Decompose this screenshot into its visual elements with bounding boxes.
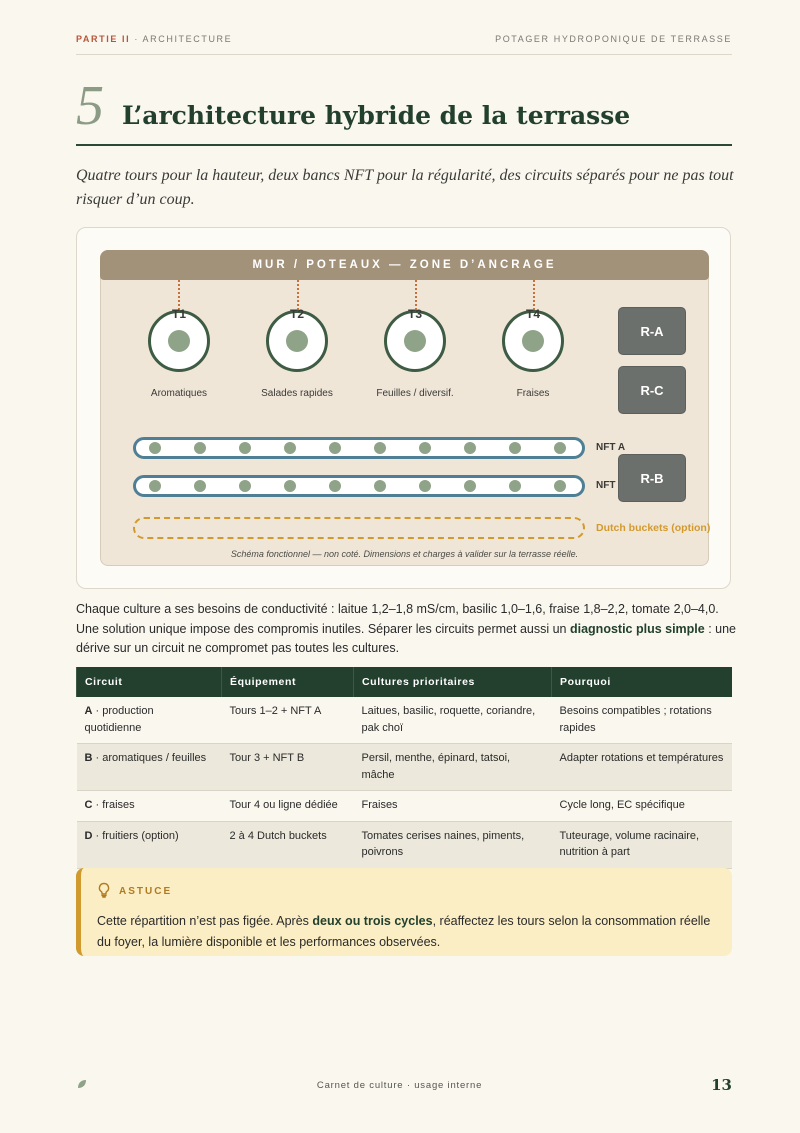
reservoir-r-a: R-A — [618, 307, 686, 355]
tower-core — [404, 330, 426, 352]
plant-site-dot — [284, 442, 296, 454]
lightbulb-icon — [97, 882, 111, 901]
tether-t1 — [178, 280, 180, 310]
tip-label: ASTUCE — [119, 886, 173, 897]
cell-crops: Laitues, basilic, roquette, coriandre, pak choï — [354, 697, 552, 744]
chapter-number: 5 — [76, 75, 104, 137]
page-footer — [76, 1076, 732, 1094]
cell-crops: Tomates cerises naines, piments, poivrons — [354, 821, 552, 868]
plant-site-dot — [374, 442, 386, 454]
tower-caption-t2: Salades rapides — [261, 388, 333, 399]
tether-t4 — [533, 280, 535, 310]
tower-label: T4 — [525, 307, 540, 321]
body-paragraph: Chaque culture a ses besoins de conductivité : laitue 1,2–1,8 mS/cm, basilic 1,0–1,6, fraise 1,8–2,2, tomate 2,0–4,0. Une solution unique impose des compromis inutiles. Séparer les circuits permet aussi un diagnostic plus simple : une dérive sur un circuit ne compromet pas toutes les cultures. — [76, 602, 737, 655]
diagram-caption: Schéma fonctionnel — non coté. Dimensions et charges à valider sur la terrasse réelle. — [230, 549, 579, 559]
tower-core — [286, 330, 308, 352]
plant-site-dot — [239, 442, 251, 454]
plant-site-dot — [329, 480, 341, 492]
col-circuit: Circuit — [77, 667, 222, 697]
circuits-table — [76, 667, 732, 869]
table-row — [77, 697, 733, 744]
cell-why: Cycle long, EC spécifique — [552, 791, 733, 822]
table-header-row — [77, 667, 733, 697]
cell-circuit: D · fruitiers (option) — [77, 821, 222, 868]
tower-core — [168, 330, 190, 352]
plant-site-dot — [464, 480, 476, 492]
tip-text: Cette répartition n’est pas figée. Après deux ou trois cycles, réaffectez les tours selon la consommation réelle du foyer, la lumière disponible et les performances observées. — [97, 914, 711, 949]
running-header — [76, 34, 732, 55]
dutch-buckets-zone — [133, 517, 585, 539]
plant-site-dot — [239, 480, 251, 492]
col-equipment: Équipement — [222, 667, 354, 697]
cell-circuit: C · fraises — [77, 791, 222, 822]
plant-site-dot — [194, 442, 206, 454]
tower-label: T1 — [171, 307, 186, 321]
architecture-diagram — [76, 227, 731, 589]
nft-b-label: NFT — [596, 480, 616, 491]
tower-label: T3 — [407, 307, 422, 321]
cell-circuit: B · aromatiques / feuilles — [77, 744, 222, 791]
chapter-title: L’architecture hybride de la terrasse — [122, 101, 631, 130]
tower-t3 — [384, 307, 446, 372]
cell-circuit: A · production quotidienne — [77, 697, 222, 744]
chapter-lead: Quatre tours pour la hauteur, deux bancs NFT pour la régularité, des circuits séparés pour ne pas tout risquer d’un coup. — [76, 167, 734, 208]
footer-center: Carnet de culture · usage interne — [316, 1079, 483, 1091]
cell-equipment: Tour 3 + NFT B — [222, 744, 354, 791]
plant-site-dot — [419, 480, 431, 492]
tower-t2 — [266, 307, 328, 372]
page-number: 13 — [711, 1076, 732, 1094]
plant-site-dot — [509, 442, 521, 454]
cell-crops: Fraises — [354, 791, 552, 822]
tower-caption-t4: Fraises — [516, 388, 550, 399]
plant-site-dot — [419, 442, 431, 454]
cell-equipment: Tour 4 ou ligne dédiée — [222, 791, 354, 822]
tower-label: T2 — [289, 307, 304, 321]
cell-crops: Persil, menthe, épinard, tatsoi, mâche — [354, 744, 552, 791]
cell-why: Besoins compatibles ; rotations rapides — [552, 697, 733, 744]
plant-site-dot — [464, 442, 476, 454]
table-row — [77, 791, 733, 822]
tower-caption-t3: Feuilles / diversif. — [376, 388, 454, 399]
nft-channel-a — [133, 437, 585, 459]
header-book-title: POTAGER HYDROPONIQUE DE TERRASSE — [495, 34, 732, 44]
tower-t4 — [502, 307, 564, 372]
cell-why: Adapter rotations et températures — [552, 744, 733, 791]
leaf-icon — [76, 1078, 88, 1093]
tip-header — [97, 882, 714, 901]
plant-site-dot — [284, 480, 296, 492]
tether-t3 — [415, 280, 417, 310]
header-part: PARTIE II · ARCHITECTURE — [76, 34, 233, 44]
nft-a-label: NFT A — [596, 442, 626, 453]
cell-why: Tuteurage, volume racinaire, nutrition à part — [552, 821, 733, 868]
plant-site-dot — [554, 480, 566, 492]
col-crops: Cultures prioritaires — [354, 667, 552, 697]
wall-anchor-bar: MUR / POTEAUX — ZONE D’ANCRAGE — [100, 250, 709, 280]
tip-callout — [76, 868, 732, 956]
table-row — [77, 744, 733, 791]
col-why: Pourquoi — [552, 667, 733, 697]
dutch-buckets-label: Dutch buckets (option) — [596, 522, 711, 534]
tether-t2 — [297, 280, 299, 310]
table-row — [77, 821, 733, 868]
plant-site-dot — [149, 442, 161, 454]
reservoir-r-c: R-C — [618, 366, 686, 414]
plant-site-dot — [374, 480, 386, 492]
reservoir-r-b: R-B — [618, 454, 686, 502]
plant-site-dot — [149, 480, 161, 492]
cell-equipment: 2 à 4 Dutch buckets — [222, 821, 354, 868]
tower-t1 — [148, 307, 210, 372]
plant-site-dot — [509, 480, 521, 492]
cell-equipment: Tours 1–2 + NFT A — [222, 697, 354, 744]
tower-core — [522, 330, 544, 352]
chapter-heading — [76, 75, 732, 146]
plant-site-dot — [329, 442, 341, 454]
plant-site-dot — [554, 442, 566, 454]
nft-channel-b — [133, 475, 585, 497]
plant-site-dot — [194, 480, 206, 492]
tower-caption-t1: Aromatiques — [150, 388, 208, 399]
